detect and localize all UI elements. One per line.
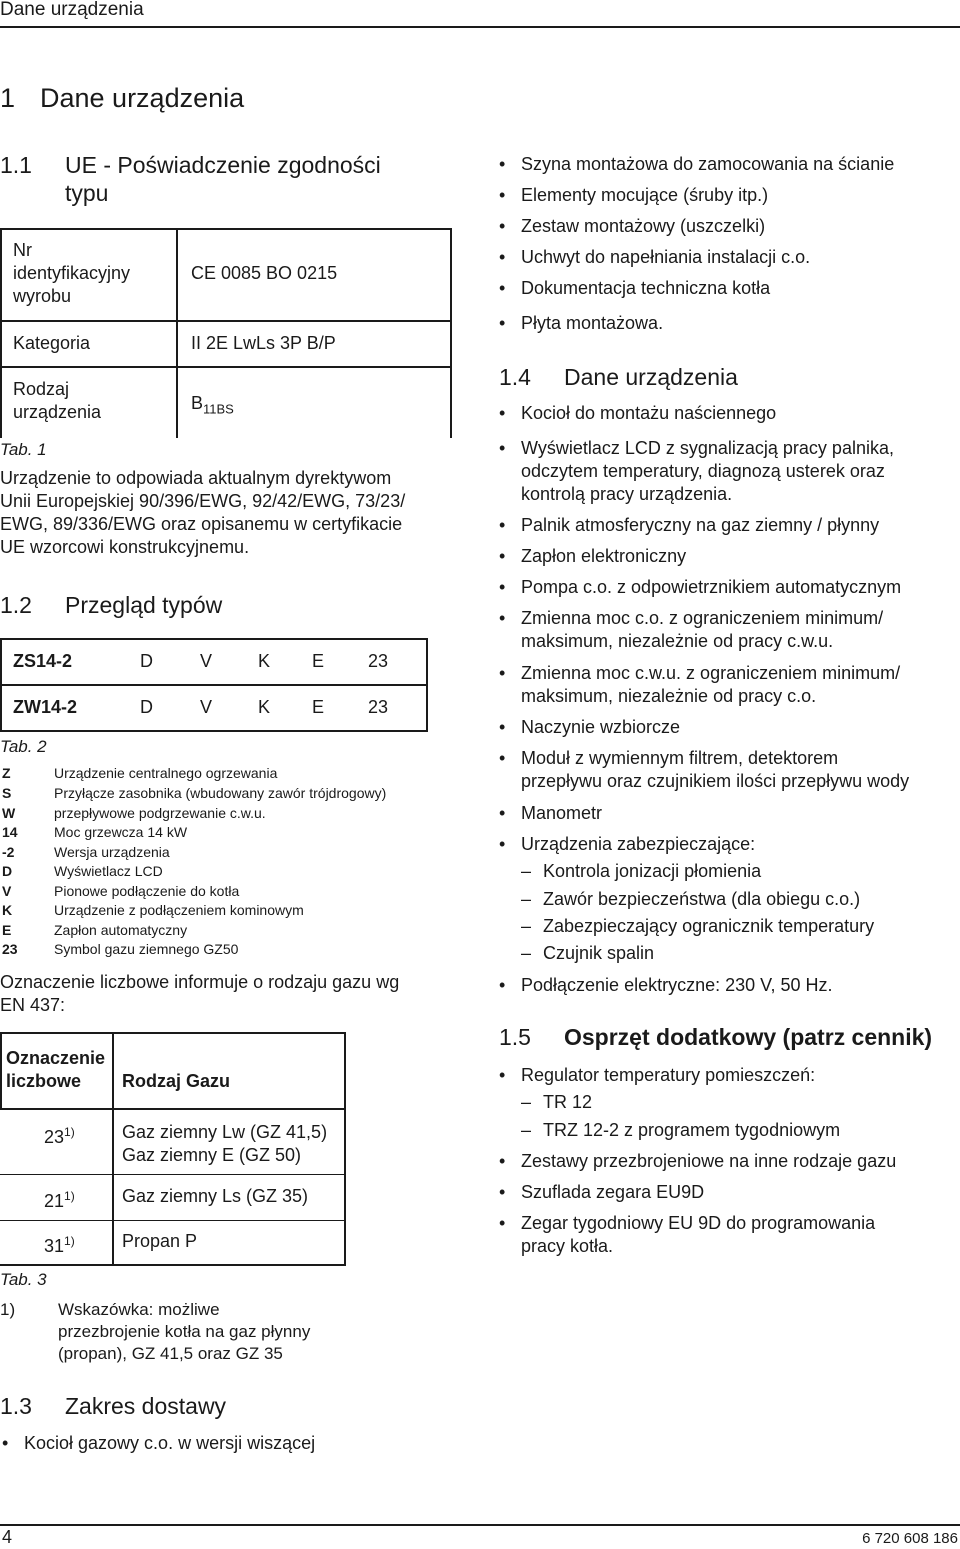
section-1-1-heading-cont: typu (65, 180, 109, 206)
section-1-5-heading (499, 1024, 932, 1051)
type-letter: V (200, 697, 213, 717)
section-1-4-heading (499, 364, 738, 391)
chapter-title (0, 83, 244, 114)
section-number: 1.2 (0, 592, 32, 618)
gas-intro-paragraph: Oznaczenie liczbowe informuje o rodzaju gazu wg EN 437: (0, 972, 400, 1015)
type-legend: Z Urządzenie centralnego ogrzewania S Przyłącze zasobnika (wbudowany zawór trójdrogowy) W przepływowe podgrzewanie c.w.u. 14 Moc grzewcza 14 kW -2 Wersja urządzenia D Wyświetlacz LCD V Pionowe podłączenie do kotła K Urządzenie z podłączeniem kominowym E Zapłon automatyczny 23 Symbol gazu ziemnego GZ50 (2, 765, 387, 957)
table-caption: Tab. 1 (0, 440, 47, 459)
type-letter: E (312, 651, 325, 671)
type-letter: V (200, 651, 213, 671)
type-letter: D (140, 697, 153, 717)
table-caption: Tab. 2 (0, 737, 47, 756)
table-cell-label: Rodzaj urządzenia (13, 379, 102, 422)
section-1-2-heading (0, 592, 222, 619)
type-letter: K (258, 651, 271, 671)
table-cell-label: Nr identyfikacyjny wyrobu (13, 240, 131, 306)
gas-code: 23$^{1)}$ (44, 1125, 75, 1147)
section-title: Przegląd typów (65, 592, 223, 618)
type-code: ZS14-2 (13, 651, 73, 671)
type-letter: E (312, 697, 325, 717)
type-code: ZW14-2 (13, 697, 78, 717)
type-letter: 23 (368, 651, 389, 671)
section-title: Dane urządzenia (564, 364, 738, 390)
section-title: Zakres dostawy (65, 1393, 227, 1419)
page-number: 4 (2, 1527, 13, 1547)
type-letter: K (258, 697, 271, 717)
section-number: 1.3 (0, 1393, 32, 1419)
header-rule (0, 26, 960, 28)
conformity-paragraph: Urządzenie to odpowiada aktualnym dyrektywom Unii Europejskiej 90/396/EWG, 92/42/EWG, 73/23/ EWG, 89/336/EWG oraz opisanemu w certyfikacie UE wzorcowi konstrukcyjnemu. (0, 468, 406, 557)
section-1-3-heading (0, 1393, 226, 1420)
section-1-1-heading (0, 152, 381, 179)
gas-table-header: Oznaczenie liczbowe (6, 1048, 106, 1091)
gas-type: Gaz ziemny Ls (GZ 35) (122, 1186, 309, 1206)
type-letter: 23 (368, 697, 389, 717)
document-number: 6 720 608 186 (862, 1530, 958, 1547)
running-header: Dane urządzenia (0, 0, 144, 20)
gas-code: 31$^{1)}$ (44, 1234, 75, 1256)
type-letter: D (140, 651, 153, 671)
section-title: UE - Poświadczenie zgodności (65, 152, 381, 178)
section-number: 1.5 (499, 1024, 531, 1050)
gas-table-header: Rodzaj Gazu (122, 1071, 231, 1091)
section-number: 1.4 (499, 364, 531, 390)
table-cell-value: II 2E LwLs 3P B/P (191, 333, 336, 353)
table-cell-value: $B_{11BS}$ (191, 393, 234, 417)
section-number: 1.1 (0, 152, 32, 178)
chapter-number: 1 (0, 83, 16, 113)
gas-type: Propan P (122, 1231, 198, 1251)
table-caption: Tab. 3 (0, 1270, 47, 1289)
section-title: Osprzęt dodatkowy (patrz cennik) (564, 1024, 933, 1050)
table-cell-label: Kategoria (13, 333, 91, 353)
footer-rule (0, 1524, 960, 1526)
chapter-title-text: Dane urządzenia (40, 83, 245, 113)
gas-code: 21$^{1)}$ (44, 1189, 75, 1211)
gas-type: Gaz ziemny Lw (GZ 41,5) Gaz ziemny E (GZ 50) (122, 1122, 328, 1165)
table-cell-value: CE 0085 BO 0215 (191, 263, 338, 283)
